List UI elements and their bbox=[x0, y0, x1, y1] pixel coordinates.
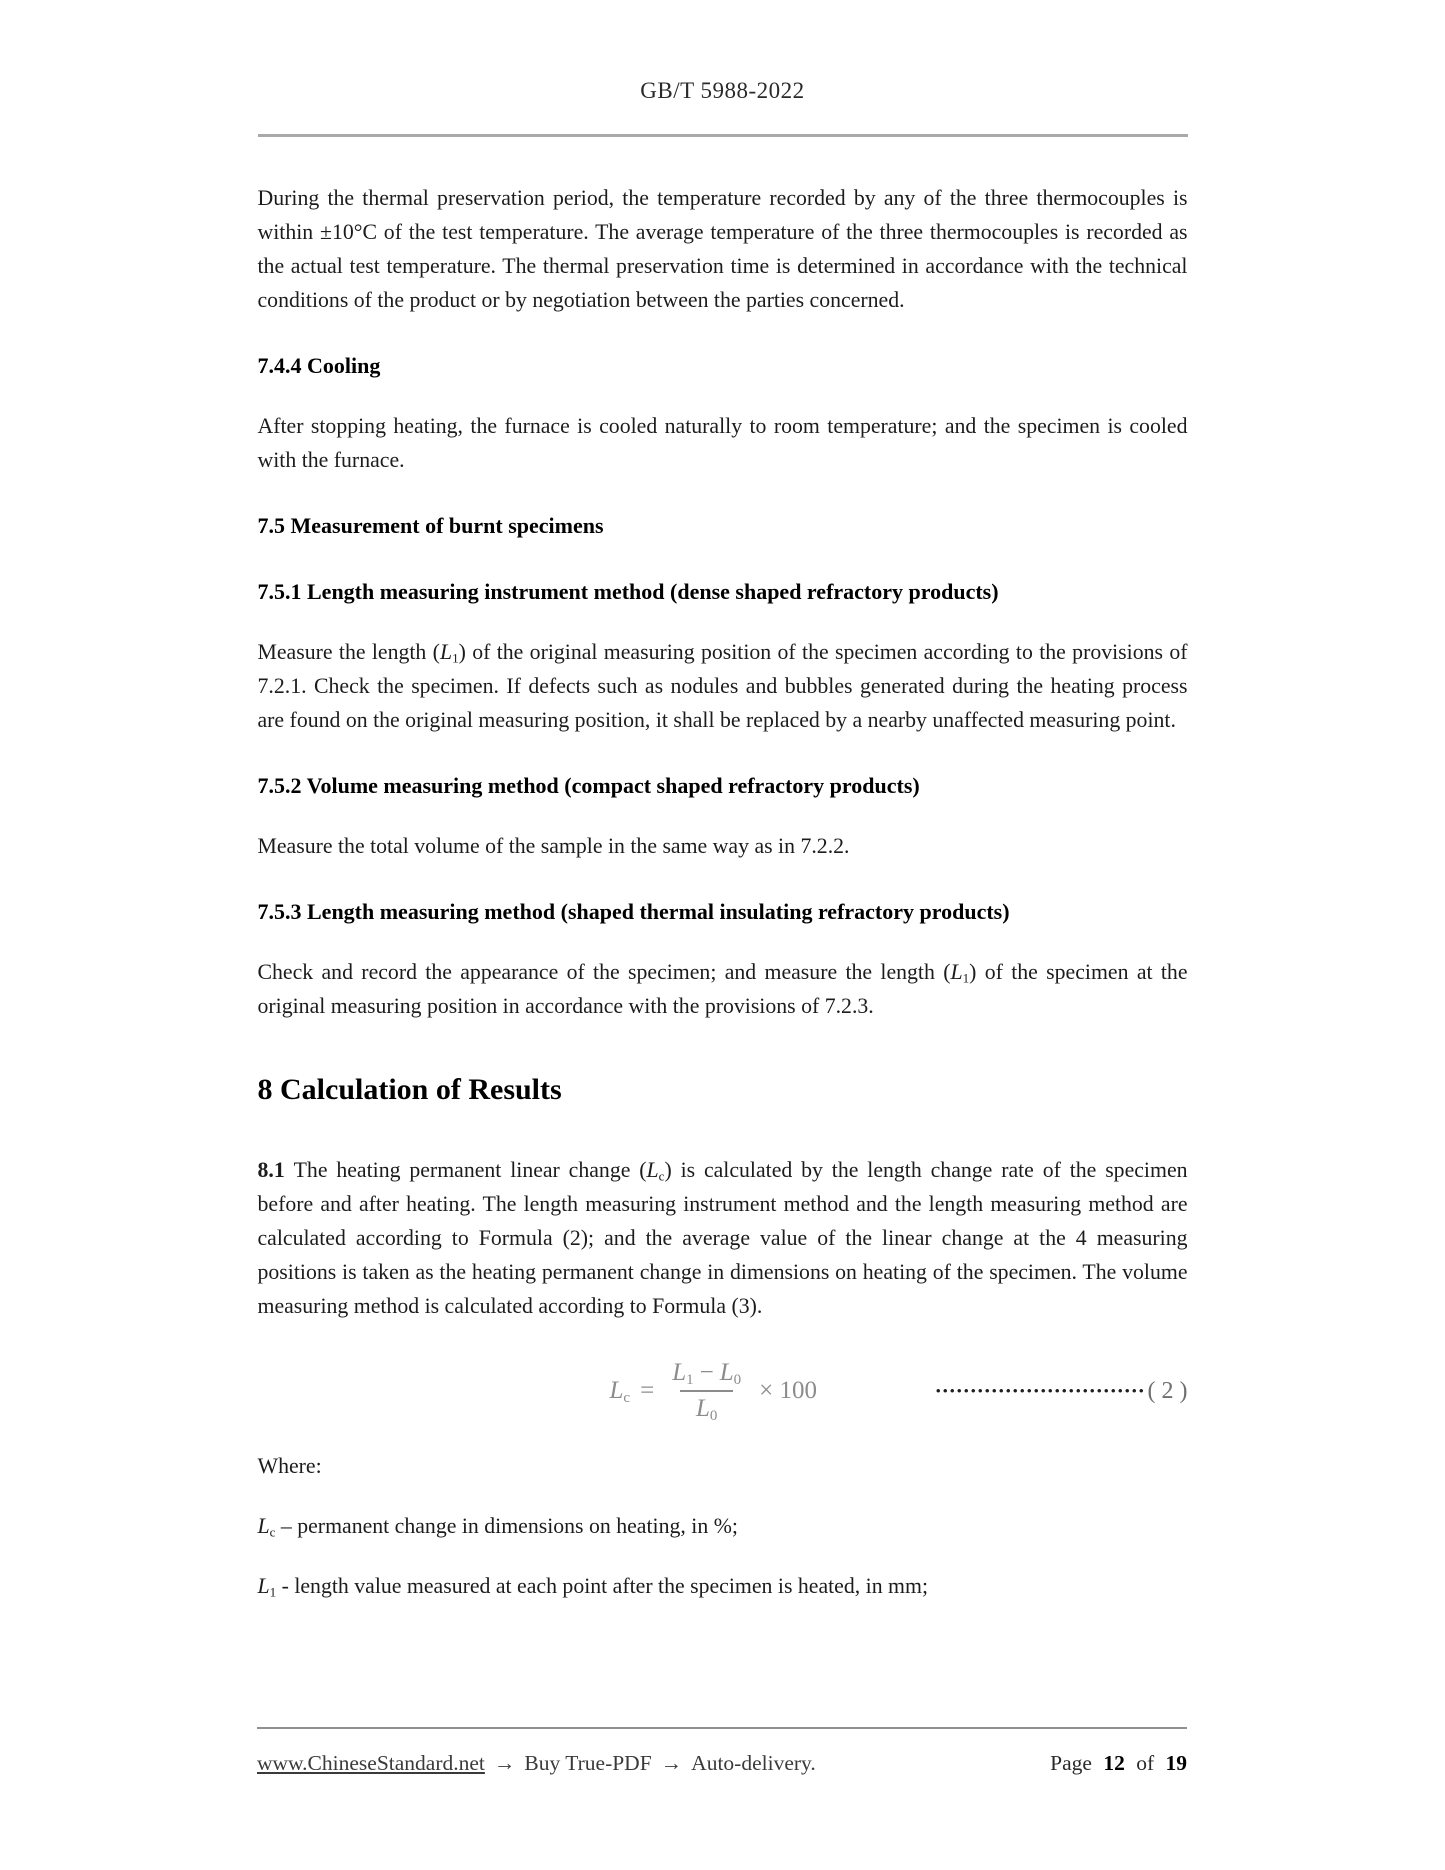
paragraph-volume-method: Measure the total volume of the sample in the same way as in 7.2.2. bbox=[257, 834, 850, 858]
formula-lhs: $L_c$ bbox=[609, 1377, 631, 1406]
multiplier: × 100 bbox=[759, 1377, 817, 1404]
fraction-numerator: $L_1 - L_0$ bbox=[672, 1359, 742, 1388]
page-label: Page bbox=[1050, 1751, 1092, 1775]
definition-l1: $L_1$ - length value measured at each point after the specimen is heated, in mm; bbox=[257, 1574, 929, 1600]
equals-sign: = bbox=[640, 1377, 655, 1404]
section-heading-7-5: 7.5 Measurement of burnt specimens bbox=[257, 513, 604, 538]
footer-left bbox=[257, 1751, 816, 1776]
section-heading-7-5-2: 7.5.2 Volume measuring method (compact shaped refractory products) bbox=[257, 773, 920, 798]
buy-true-pdf-label: Buy True-PDF bbox=[524, 1751, 652, 1775]
page-content bbox=[258, 0, 1188, 1603]
formula-2 bbox=[610, 1359, 817, 1423]
section-heading-7-5-1: 7.5.1 Length measuring instrument method (dense shaped refractory products) bbox=[257, 579, 999, 604]
minus-sign: − bbox=[699, 1359, 714, 1386]
page-footer bbox=[257, 1727, 1187, 1776]
equation-leader bbox=[936, 1378, 1188, 1405]
of-label: of bbox=[1136, 1751, 1155, 1775]
paragraph-8-1: 8.1 The heating permanent linear change $(L_c)$ is calculated by the length change rate of the specimen before and after heating. The length measuring instrument method and the length measuring method are calculated according to Formula (2); and the average value of the linear change at the 4 measuring positions is taken as the heating permanent change in dimensions on heating of the specimen. The volume measuring method is calculated according to Formula (3). bbox=[257, 1158, 1188, 1318]
definition-lc: $L_c$ – permanent change in dimensions on heating, in %; bbox=[257, 1514, 738, 1540]
page-indicator bbox=[1050, 1751, 1187, 1776]
page-header-title: GB/T 5988-2022 bbox=[640, 78, 805, 103]
formula-row bbox=[258, 1359, 1188, 1423]
fraction bbox=[664, 1359, 749, 1423]
where-label: Where: bbox=[257, 1454, 322, 1478]
section-heading-7-4-4: 7.4.4 Cooling bbox=[257, 353, 381, 378]
fraction-denominator: $L_0$ bbox=[680, 1390, 733, 1423]
arrow-icon: → bbox=[493, 1751, 516, 1775]
paragraph-length-method: Check and record the appearance of the specimen; and measure the length $(L_1)$ of the specimen at the original measuring position in accordance with the provisions of 7.2.3. bbox=[257, 960, 1188, 1018]
paragraph-thermal-preservation: During the thermal preservation period, the temperature recorded by any of the three thermocouples is within ±10°C of the test temperature. The average temperature of the three thermocouples is recorded as the actual test temperature. The thermal preservation time is determined in accordance with the technical conditions of the product or by negotiation between the parties concerned. bbox=[257, 186, 1188, 312]
leader-dots: ∙∙∙∙∙∙∙∙∙∙∙∙∙∙∙∙∙∙∙∙∙∙∙∙∙∙∙∙∙∙ bbox=[935, 1378, 1146, 1403]
paragraph-length-instrument: Measure the length $(L_1)$ of the original measuring position of the specimen according to the provisions of 7.2.1. Check the specimen. If defects such as nodules and bubbles generated during the heating process are found on the original measuring position, it shall be replaced by a nearby unaffected measuring point. bbox=[257, 640, 1188, 732]
chapter-heading-8: 8 Calculation of Results bbox=[257, 1073, 562, 1106]
footer-row bbox=[257, 1751, 1187, 1776]
arrow-icon: → bbox=[660, 1751, 683, 1775]
site-link[interactable]: www.ChineseStandard.net bbox=[257, 1751, 485, 1775]
header-rule bbox=[258, 134, 1188, 137]
auto-delivery-label: Auto-delivery. bbox=[691, 1751, 816, 1775]
page-current: 12 bbox=[1103, 1751, 1125, 1775]
page-total: 19 bbox=[1165, 1751, 1187, 1775]
paragraph-cooling: After stopping heating, the furnace is cooled naturally to room temperature; and the specimen is cooled with the furnace. bbox=[257, 414, 1188, 472]
section-heading-7-5-3: 7.5.3 Length measuring method (shaped thermal insulating refractory products) bbox=[257, 899, 1010, 924]
equation-number: ( 2 ) bbox=[1147, 1377, 1188, 1404]
